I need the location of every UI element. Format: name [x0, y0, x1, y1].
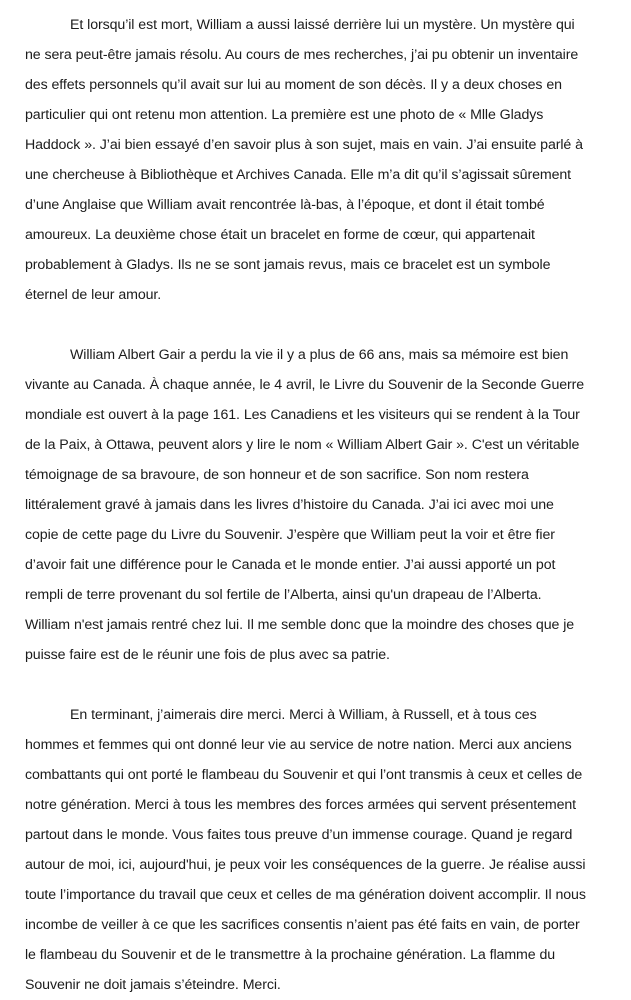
- paragraph-2: William Albert Gair a perdu la vie il y a plus de 66 ans, mais sa mémoire est bien vivante au Canada. À chaque année, le 4 avril, le Livre du Souvenir de la Seconde Guerre mondiale est ouvert à la page 161. Les Canadiens et les visiteurs qui se rendent à la Tour de la Paix, à Ottawa, peuvent alors y lire le nom « William Albert Gair ». C'est un véritable témoignage de sa bravoure, de son honneur et de son sacrifice. Son nom restera littéralement gravé à jamais dans les livres d’histoire du Canada. J’ai ici avec moi une copie de cette page du Livre du Souvenir. J’espère que William peut la voir et être fier d’avoir fait une différence pour le Canada et le monde entier. J’ai aussi apporté un pot rempli de terre provenant du sol fertile de l’Alberta, ainsi qu'un drapeau de l’Alberta. William n'est jamais rentré chez lui. Il me semble donc que la moindre des choses que je puisse faire est de le réunir une fois de plus avec sa patrie.: [25, 347, 585, 663]
- paragraph-3: En terminant, j’aimerais dire merci. Merci à William, à Russell, et à tous ces hommes et femmes qui ont donné leur vie au service de notre nation. Merci aux anciens combattants qui ont porté le flambeau du Souvenir et qui l’ont transmis à ceux et celles de notre génération. Merci à tous les membres des forces armées qui servent présentement partout dans le monde. Vous faites tous preuve d’un immense courage. Quand je regard autour de moi, ici, aujourd'hui, je peux voir les conséquences de la guerre. Je réalise aussi toute l’importance du travail que ceux et celles de ma génération doivent accomplir. Il nous incombe de veiller à ce que les sacrifices consentis n’aient pas été faits en vain, de porter le flambeau du Souvenir et de le transmettre à la prochaine génération. La flamme du Souvenir ne doit jamais s’éteindre. Merci.: [25, 707, 586, 993]
- paragraph-1: Et lorsqu’il est mort, William a aussi laissé derrière lui un mystère. Un mystère qui ne sera peut-être jamais résolu. Au cours de mes recherches, j’ai pu obtenir un inventaire des effets personnels qu’il avait sur lui au moment de son décès. Il y a deux choses en particulier qui ont retenu mon attention. La première est une photo de « Mlle Gladys Haddock ». J’ai bien essayé d’en savoir plus à son sujet, mais en vain. J’ai ensuite parlé à une chercheuse à Bibliothèque et Archives Canada. Elle m’a dit qu’il s’agissait sûrement d’une Anglaise que William avait rencontrée là-bas, à l’époque, et dont il était tombé amoureux. La deuxième chose était un bracelet en forme de cœur, qui appartenait probablement à Gladys. Ils ne se sont jamais revus, mais ce bracelet est un symbole éternel de leur amour.: [25, 17, 583, 303]
- document-body: [25, 10, 590, 1000]
